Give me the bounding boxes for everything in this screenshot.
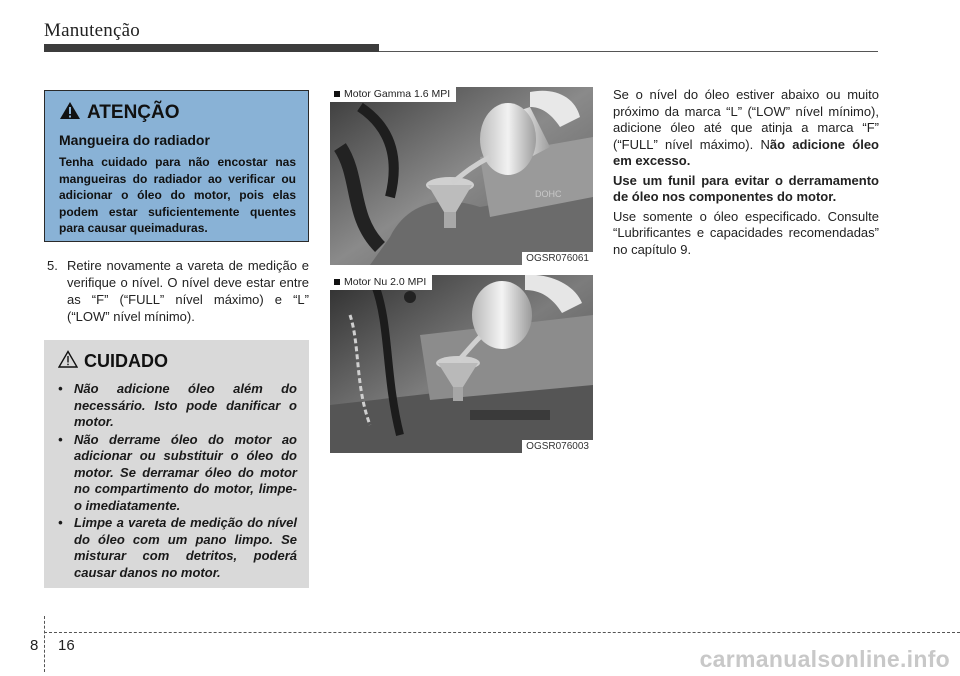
- footer-vertical-rule: [44, 616, 45, 672]
- right-column-text: [613, 87, 879, 261]
- caution-list: [58, 381, 297, 581]
- footer-horizontal-rule: [44, 632, 960, 633]
- caution-bullet: •: [58, 381, 63, 396]
- header-bar: [44, 44, 379, 52]
- caution-item-text: Limpe a vareta de medição do nível do óleo com um pano limpo. Se misturar com detritos, poderá causar danos no motor.: [74, 515, 297, 580]
- page-header-title: Manutenção: [44, 20, 140, 41]
- square-bullet-icon: [334, 91, 340, 97]
- header-rule: [379, 51, 878, 52]
- caution-item: [58, 432, 297, 515]
- caution-item: [58, 381, 297, 431]
- paragraph-funnel: Use um funil para evitar o derramamento de óleo nos componentes do motor.: [613, 172, 879, 204]
- caution-item: [58, 515, 297, 581]
- footer-section-number: 8: [30, 637, 39, 654]
- step-item: [47, 257, 309, 325]
- paragraph-specified-oil: Use somente o óleo especificado. Consulte “Lubrificantes e capacidades recomendadas” no capítulo 9.: [613, 208, 879, 257]
- warning-triangle-icon: [59, 101, 81, 125]
- warning-title: ATENÇÃO: [87, 102, 180, 123]
- caution-triangle-icon: [58, 350, 78, 373]
- figure-label-text: Motor Nu 2.0 MPI: [344, 276, 427, 288]
- footer-page-number: 16: [58, 637, 75, 654]
- figure-code: OGSR076003: [522, 440, 593, 453]
- figure-code: OGSR076061: [522, 252, 593, 265]
- caution-bullet: •: [58, 431, 63, 447]
- engine-illustration-2: [330, 275, 593, 453]
- step-list: [47, 257, 309, 325]
- warning-body: Tenha cuidado para não encostar nas mangueiras do radiador ao verificar ou adicionar o óleo do motor, pois elas podem estar suficientemente quentes para causar queimaduras.: [59, 155, 296, 235]
- svg-text:DOHC: DOHC: [535, 189, 562, 199]
- caution-bullet: •: [58, 515, 63, 530]
- figure-label: [330, 275, 432, 290]
- warning-subtitle: Mangueira do radiador: [59, 132, 210, 148]
- watermark-text: carmanualsonline.info: [699, 646, 950, 672]
- figure-label-text: Motor Gamma 1.6 MPI: [344, 88, 451, 100]
- figure-gamma-engine: [330, 87, 593, 265]
- caution-item-text: Não derrame óleo do motor ao adicionar ou substituir o óleo do motor. Se derramar óleo do motor no compartimento do motor, limpe-o imediatamente.: [74, 431, 297, 513]
- step-text: Retire novamente a vareta de medição e verifique o nível. O nível deve estar entre as “F” (“FULL” nível máximo) e “L” (“LOW” nível mínimo).: [67, 258, 309, 324]
- figure-label: [330, 87, 456, 102]
- warning-box: [44, 90, 309, 242]
- square-bullet-icon: [334, 279, 340, 285]
- caution-item-text: Não adicione óleo além do necessário. Isto pode danificar o motor.: [74, 381, 297, 429]
- figure-nu-engine: [330, 275, 593, 453]
- engine-illustration-1: [330, 87, 593, 265]
- caution-title: CUIDADO: [84, 351, 168, 371]
- paragraph-bold-text: ão adicione óleo em excesso.: [613, 136, 879, 168]
- paragraph-oil-level: [613, 87, 879, 170]
- caution-box: [44, 340, 309, 588]
- step-number: 5.: [47, 258, 58, 273]
- paragraph-text: Se o nível do óleo estiver abaixo ou muito próximo da marca “L” (“LOW” nível mínimo), adicione óleo até que atinja a marca “F” (“FULL” nível máximo). N: [613, 87, 879, 152]
